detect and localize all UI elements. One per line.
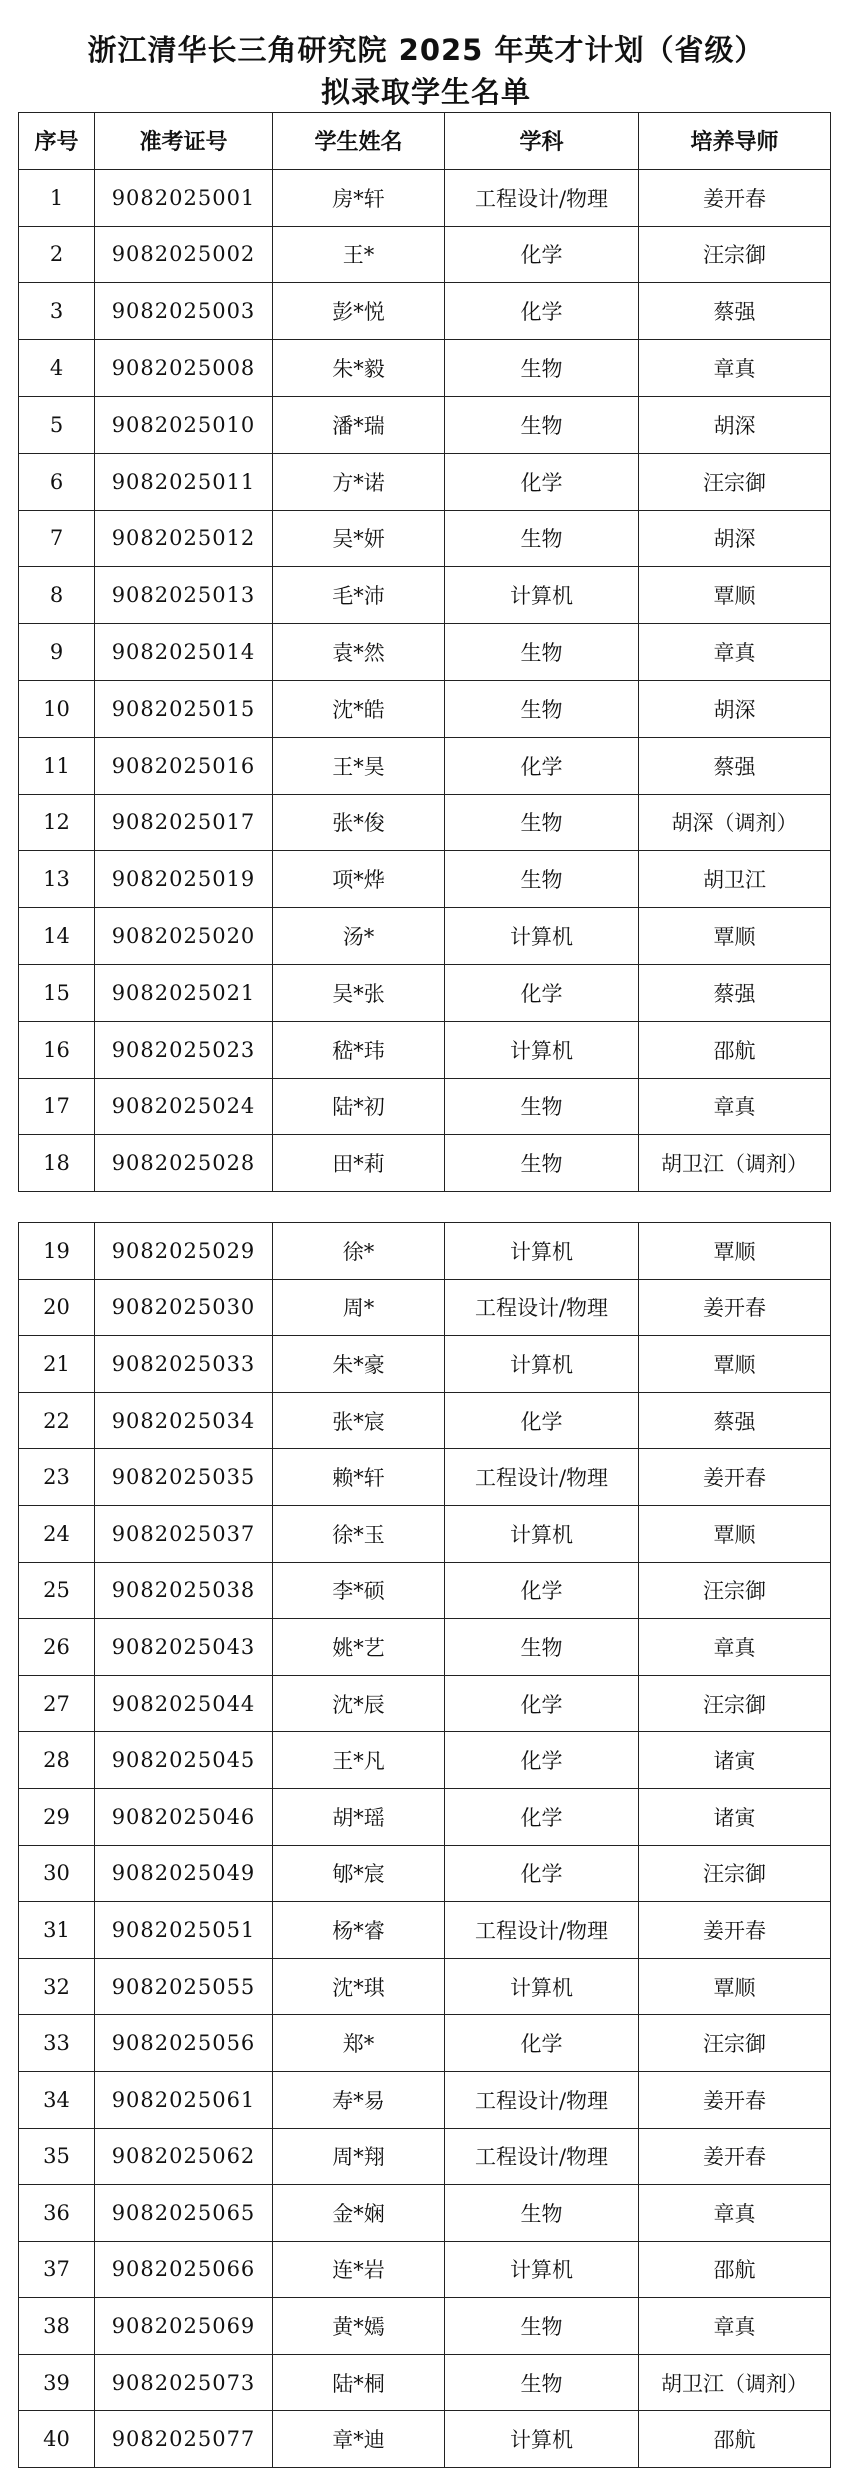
table-body-part2 — [19, 1223, 831, 2468]
cell-subject: 生物 — [445, 624, 639, 681]
cell-exam-id: 9082025065 — [95, 2185, 273, 2242]
cell-mentor: 蔡强 — [639, 964, 831, 1021]
cell-student-name: 周*翔 — [273, 2128, 445, 2185]
cell-mentor: 章真 — [639, 624, 831, 681]
cell-index: 40 — [19, 2411, 95, 2468]
table-row — [19, 2185, 831, 2242]
cell-mentor: 姜开春 — [639, 2128, 831, 2185]
table-row — [19, 908, 831, 965]
table-row — [19, 396, 831, 453]
cell-student-name: 周* — [273, 1279, 445, 1336]
header-subject: 学科 — [445, 113, 639, 170]
table-row — [19, 2071, 831, 2128]
cell-exam-id: 9082025014 — [95, 624, 273, 681]
header-mentor: 培养导师 — [639, 113, 831, 170]
table-row — [19, 510, 831, 567]
cell-mentor: 汪宗御 — [639, 1845, 831, 1902]
cell-exam-id: 9082025002 — [95, 226, 273, 283]
cell-mentor: 汪宗御 — [639, 1562, 831, 1619]
cell-exam-id: 9082025012 — [95, 510, 273, 567]
table-row — [19, 2128, 831, 2185]
table-row — [19, 1788, 831, 1845]
cell-subject: 化学 — [445, 964, 639, 1021]
cell-index: 10 — [19, 680, 95, 737]
cell-mentor: 胡卫江（调剂） — [639, 2354, 831, 2411]
cell-subject: 化学 — [445, 1392, 639, 1449]
cell-student-name: 张*俊 — [273, 794, 445, 851]
cell-subject: 化学 — [445, 283, 639, 340]
table-row — [19, 1675, 831, 1732]
cell-mentor: 章真 — [639, 2185, 831, 2242]
cell-exam-id: 9082025051 — [95, 1902, 273, 1959]
cell-exam-id: 9082025046 — [95, 1788, 273, 1845]
cell-student-name: 袁*然 — [273, 624, 445, 681]
cell-index: 24 — [19, 1505, 95, 1562]
cell-student-name: 郇*宸 — [273, 1845, 445, 1902]
cell-student-name: 彭*悦 — [273, 283, 445, 340]
cell-mentor: 蔡强 — [639, 737, 831, 794]
cell-mentor: 章真 — [639, 2298, 831, 2355]
cell-exam-id: 9082025019 — [95, 851, 273, 908]
cell-subject: 生物 — [445, 2354, 639, 2411]
cell-index: 15 — [19, 964, 95, 1021]
table-row — [19, 1279, 831, 1336]
cell-index: 4 — [19, 340, 95, 397]
cell-index: 35 — [19, 2128, 95, 2185]
admission-table-part2 — [18, 1222, 831, 2468]
cell-mentor: 汪宗御 — [639, 453, 831, 510]
cell-mentor: 章真 — [639, 340, 831, 397]
cell-exam-id: 9082025037 — [95, 1505, 273, 1562]
cell-exam-id: 9082025045 — [95, 1732, 273, 1789]
cell-subject: 化学 — [445, 737, 639, 794]
cell-index: 25 — [19, 1562, 95, 1619]
cell-exam-id: 9082025029 — [95, 1223, 273, 1280]
cell-student-name: 赖*轩 — [273, 1449, 445, 1506]
cell-mentor: 覃顺 — [639, 1336, 831, 1393]
cell-index: 7 — [19, 510, 95, 567]
cell-subject: 计算机 — [445, 1505, 639, 1562]
cell-exam-id: 9082025066 — [95, 2241, 273, 2298]
cell-index: 13 — [19, 851, 95, 908]
cell-index: 32 — [19, 1958, 95, 2015]
cell-subject: 化学 — [445, 1675, 639, 1732]
cell-index: 5 — [19, 396, 95, 453]
cell-subject: 计算机 — [445, 908, 639, 965]
table-row — [19, 2354, 831, 2411]
cell-index: 19 — [19, 1223, 95, 1280]
cell-subject: 计算机 — [445, 1223, 639, 1280]
cell-mentor: 胡卫江 — [639, 851, 831, 908]
cell-exam-id: 9082025055 — [95, 1958, 273, 2015]
cell-subject: 生物 — [445, 1078, 639, 1135]
cell-student-name: 沈*琪 — [273, 1958, 445, 2015]
cell-subject: 化学 — [445, 1788, 639, 1845]
cell-index: 1 — [19, 169, 95, 226]
cell-index: 37 — [19, 2241, 95, 2298]
cell-index: 18 — [19, 1135, 95, 1192]
cell-index: 21 — [19, 1336, 95, 1393]
cell-student-name: 徐* — [273, 1223, 445, 1280]
cell-mentor: 蔡强 — [639, 1392, 831, 1449]
table-row — [19, 1021, 831, 1078]
cell-subject: 计算机 — [445, 1021, 639, 1078]
table-row — [19, 964, 831, 1021]
cell-subject: 生物 — [445, 1135, 639, 1192]
cell-mentor: 汪宗御 — [639, 226, 831, 283]
table-row — [19, 169, 831, 226]
cell-mentor: 蔡强 — [639, 283, 831, 340]
cell-mentor: 覃顺 — [639, 1223, 831, 1280]
cell-mentor: 诸寅 — [639, 1732, 831, 1789]
cell-student-name: 毛*沛 — [273, 567, 445, 624]
cell-exam-id: 9082025049 — [95, 1845, 273, 1902]
cell-subject: 工程设计/物理 — [445, 1902, 639, 1959]
cell-student-name: 金*娴 — [273, 2185, 445, 2242]
cell-subject: 生物 — [445, 851, 639, 908]
cell-mentor: 章真 — [639, 1078, 831, 1135]
cell-student-name: 朱*豪 — [273, 1336, 445, 1393]
cell-index: 16 — [19, 1021, 95, 1078]
cell-index: 30 — [19, 1845, 95, 1902]
cell-index: 9 — [19, 624, 95, 681]
cell-student-name: 张*宸 — [273, 1392, 445, 1449]
cell-student-name: 房*轩 — [273, 169, 445, 226]
cell-mentor: 覃顺 — [639, 1505, 831, 1562]
table-row — [19, 851, 831, 908]
table-row — [19, 1078, 831, 1135]
cell-mentor: 姜开春 — [639, 1279, 831, 1336]
cell-student-name: 胡*瑶 — [273, 1788, 445, 1845]
cell-exam-id: 9082025044 — [95, 1675, 273, 1732]
table-row — [19, 453, 831, 510]
cell-subject: 生物 — [445, 340, 639, 397]
cell-index: 23 — [19, 1449, 95, 1506]
cell-mentor: 姜开春 — [639, 1902, 831, 1959]
cell-index: 12 — [19, 794, 95, 851]
cell-index: 34 — [19, 2071, 95, 2128]
cell-mentor: 姜开春 — [639, 1449, 831, 1506]
cell-student-name: 郑* — [273, 2015, 445, 2072]
cell-mentor: 姜开春 — [639, 169, 831, 226]
table-row — [19, 226, 831, 283]
cell-student-name: 沈*辰 — [273, 1675, 445, 1732]
cell-student-name: 王* — [273, 226, 445, 283]
table-row — [19, 680, 831, 737]
cell-student-name: 沈*皓 — [273, 680, 445, 737]
cell-student-name: 连*岩 — [273, 2241, 445, 2298]
cell-mentor: 汪宗御 — [639, 2015, 831, 2072]
cell-exam-id: 9082025043 — [95, 1619, 273, 1676]
cell-student-name: 徐*玉 — [273, 1505, 445, 1562]
table-row — [19, 624, 831, 681]
cell-mentor: 胡深 — [639, 680, 831, 737]
cell-subject: 计算机 — [445, 1336, 639, 1393]
table-row — [19, 1845, 831, 1902]
cell-student-name: 王*凡 — [273, 1732, 445, 1789]
cell-exam-id: 9082025038 — [95, 1562, 273, 1619]
cell-subject: 计算机 — [445, 1958, 639, 2015]
cell-subject: 化学 — [445, 453, 639, 510]
cell-student-name: 陆*初 — [273, 1078, 445, 1135]
cell-exam-id: 9082025028 — [95, 1135, 273, 1192]
cell-student-name: 汤* — [273, 908, 445, 965]
cell-exam-id: 9082025020 — [95, 908, 273, 965]
cell-index: 28 — [19, 1732, 95, 1789]
cell-subject: 生物 — [445, 2298, 639, 2355]
admission-table-part1 — [18, 112, 831, 1192]
cell-subject: 工程设计/物理 — [445, 169, 639, 226]
cell-mentor: 胡深 — [639, 396, 831, 453]
cell-mentor: 覃顺 — [639, 567, 831, 624]
cell-exam-id: 9082025016 — [95, 737, 273, 794]
cell-subject: 工程设计/物理 — [445, 1449, 639, 1506]
cell-mentor: 邵航 — [639, 1021, 831, 1078]
table-row — [19, 1135, 831, 1192]
cell-exam-id: 9082025013 — [95, 567, 273, 624]
cell-student-name: 朱*毅 — [273, 340, 445, 397]
cell-student-name: 陆*桐 — [273, 2354, 445, 2411]
cell-student-name: 吴*妍 — [273, 510, 445, 567]
cell-index: 14 — [19, 908, 95, 965]
cell-exam-id: 9082025001 — [95, 169, 273, 226]
cell-student-name: 李*硕 — [273, 1562, 445, 1619]
cell-mentor: 姜开春 — [639, 2071, 831, 2128]
cell-exam-id: 9082025010 — [95, 396, 273, 453]
cell-exam-id: 9082025015 — [95, 680, 273, 737]
table-row — [19, 283, 831, 340]
cell-exam-id: 9082025035 — [95, 1449, 273, 1506]
cell-mentor: 胡深 — [639, 510, 831, 567]
cell-index: 39 — [19, 2354, 95, 2411]
cell-exam-id: 9082025021 — [95, 964, 273, 1021]
cell-student-name: 寿*易 — [273, 2071, 445, 2128]
cell-index: 6 — [19, 453, 95, 510]
cell-mentor: 邵航 — [639, 2241, 831, 2298]
table-row — [19, 1505, 831, 1562]
cell-exam-id: 9082025034 — [95, 1392, 273, 1449]
cell-index: 3 — [19, 283, 95, 340]
cell-index: 31 — [19, 1902, 95, 1959]
cell-mentor: 胡深（调剂） — [639, 794, 831, 851]
cell-mentor: 邵航 — [639, 2411, 831, 2468]
table-header-row — [19, 113, 831, 170]
header-exam-id: 准考证号 — [95, 113, 273, 170]
cell-exam-id: 9082025073 — [95, 2354, 273, 2411]
table-row — [19, 1902, 831, 1959]
cell-subject: 工程设计/物理 — [445, 2071, 639, 2128]
cell-exam-id: 9082025008 — [95, 340, 273, 397]
cell-student-name: 姚*艺 — [273, 1619, 445, 1676]
table-row — [19, 737, 831, 794]
cell-exam-id: 9082025062 — [95, 2128, 273, 2185]
cell-index: 33 — [19, 2015, 95, 2072]
cell-subject: 生物 — [445, 2185, 639, 2242]
table-row — [19, 340, 831, 397]
cell-subject: 生物 — [445, 1619, 639, 1676]
table-row — [19, 1562, 831, 1619]
cell-exam-id: 9082025024 — [95, 1078, 273, 1135]
cell-exam-id: 9082025061 — [95, 2071, 273, 2128]
cell-student-name: 黄*嫣 — [273, 2298, 445, 2355]
table-row — [19, 1449, 831, 1506]
table-body-part1 — [19, 169, 831, 1191]
cell-exam-id: 9082025030 — [95, 1279, 273, 1336]
cell-subject: 化学 — [445, 1845, 639, 1902]
cell-mentor: 章真 — [639, 1619, 831, 1676]
cell-subject: 工程设计/物理 — [445, 1279, 639, 1336]
cell-index: 38 — [19, 2298, 95, 2355]
table-row — [19, 1619, 831, 1676]
document-subtitle: 拟录取学生名单 — [320, 75, 531, 109]
table-row — [19, 2411, 831, 2468]
cell-index: 26 — [19, 1619, 95, 1676]
cell-mentor: 胡卫江（调剂） — [639, 1135, 831, 1192]
cell-student-name: 田*莉 — [273, 1135, 445, 1192]
cell-index: 22 — [19, 1392, 95, 1449]
cell-exam-id: 9082025003 — [95, 283, 273, 340]
cell-mentor: 覃顺 — [639, 908, 831, 965]
table-row — [19, 567, 831, 624]
cell-exam-id: 9082025033 — [95, 1336, 273, 1393]
cell-subject: 化学 — [445, 226, 639, 283]
cell-index: 29 — [19, 1788, 95, 1845]
cell-index: 27 — [19, 1675, 95, 1732]
cell-student-name: 吴*张 — [273, 964, 445, 1021]
table-row — [19, 1958, 831, 2015]
header-student-name: 学生姓名 — [273, 113, 445, 170]
cell-mentor: 覃顺 — [639, 1958, 831, 2015]
cell-student-name: 方*诺 — [273, 453, 445, 510]
cell-student-name: 嵇*玮 — [273, 1021, 445, 1078]
cell-index: 2 — [19, 226, 95, 283]
table-row — [19, 1223, 831, 1280]
cell-subject: 计算机 — [445, 567, 639, 624]
cell-student-name: 项*烨 — [273, 851, 445, 908]
table-row — [19, 1336, 831, 1393]
cell-exam-id: 9082025077 — [95, 2411, 273, 2468]
cell-subject: 化学 — [445, 2015, 639, 2072]
table-row — [19, 1392, 831, 1449]
cell-subject: 生物 — [445, 396, 639, 453]
cell-index: 36 — [19, 2185, 95, 2242]
cell-mentor: 汪宗御 — [639, 1675, 831, 1732]
cell-index: 20 — [19, 1279, 95, 1336]
cell-student-name: 杨*睿 — [273, 1902, 445, 1959]
cell-student-name: 章*迪 — [273, 2411, 445, 2468]
cell-subject: 计算机 — [445, 2241, 639, 2298]
cell-exam-id: 9082025069 — [95, 2298, 273, 2355]
cell-index: 17 — [19, 1078, 95, 1135]
table-row — [19, 1732, 831, 1789]
cell-exam-id: 9082025011 — [95, 453, 273, 510]
cell-exam-id: 9082025056 — [95, 2015, 273, 2072]
table-row — [19, 2298, 831, 2355]
cell-subject: 化学 — [445, 1732, 639, 1789]
cell-subject: 计算机 — [445, 2411, 639, 2468]
cell-student-name: 王*昊 — [273, 737, 445, 794]
table-row — [19, 2015, 831, 2072]
cell-subject: 化学 — [445, 1562, 639, 1619]
table-row — [19, 2241, 831, 2298]
cell-index: 11 — [19, 737, 95, 794]
cell-subject: 生物 — [445, 794, 639, 851]
document-title: 浙江清华长三角研究院 2025 年英才计划（省级） — [87, 33, 765, 67]
cell-index: 8 — [19, 567, 95, 624]
cell-exam-id: 9082025023 — [95, 1021, 273, 1078]
cell-student-name: 潘*瑞 — [273, 396, 445, 453]
header-index: 序号 — [19, 113, 95, 170]
cell-exam-id: 9082025017 — [95, 794, 273, 851]
cell-mentor: 诸寅 — [639, 1788, 831, 1845]
cell-subject: 生物 — [445, 510, 639, 567]
cell-subject: 工程设计/物理 — [445, 2128, 639, 2185]
table-row — [19, 794, 831, 851]
cell-subject: 生物 — [445, 680, 639, 737]
